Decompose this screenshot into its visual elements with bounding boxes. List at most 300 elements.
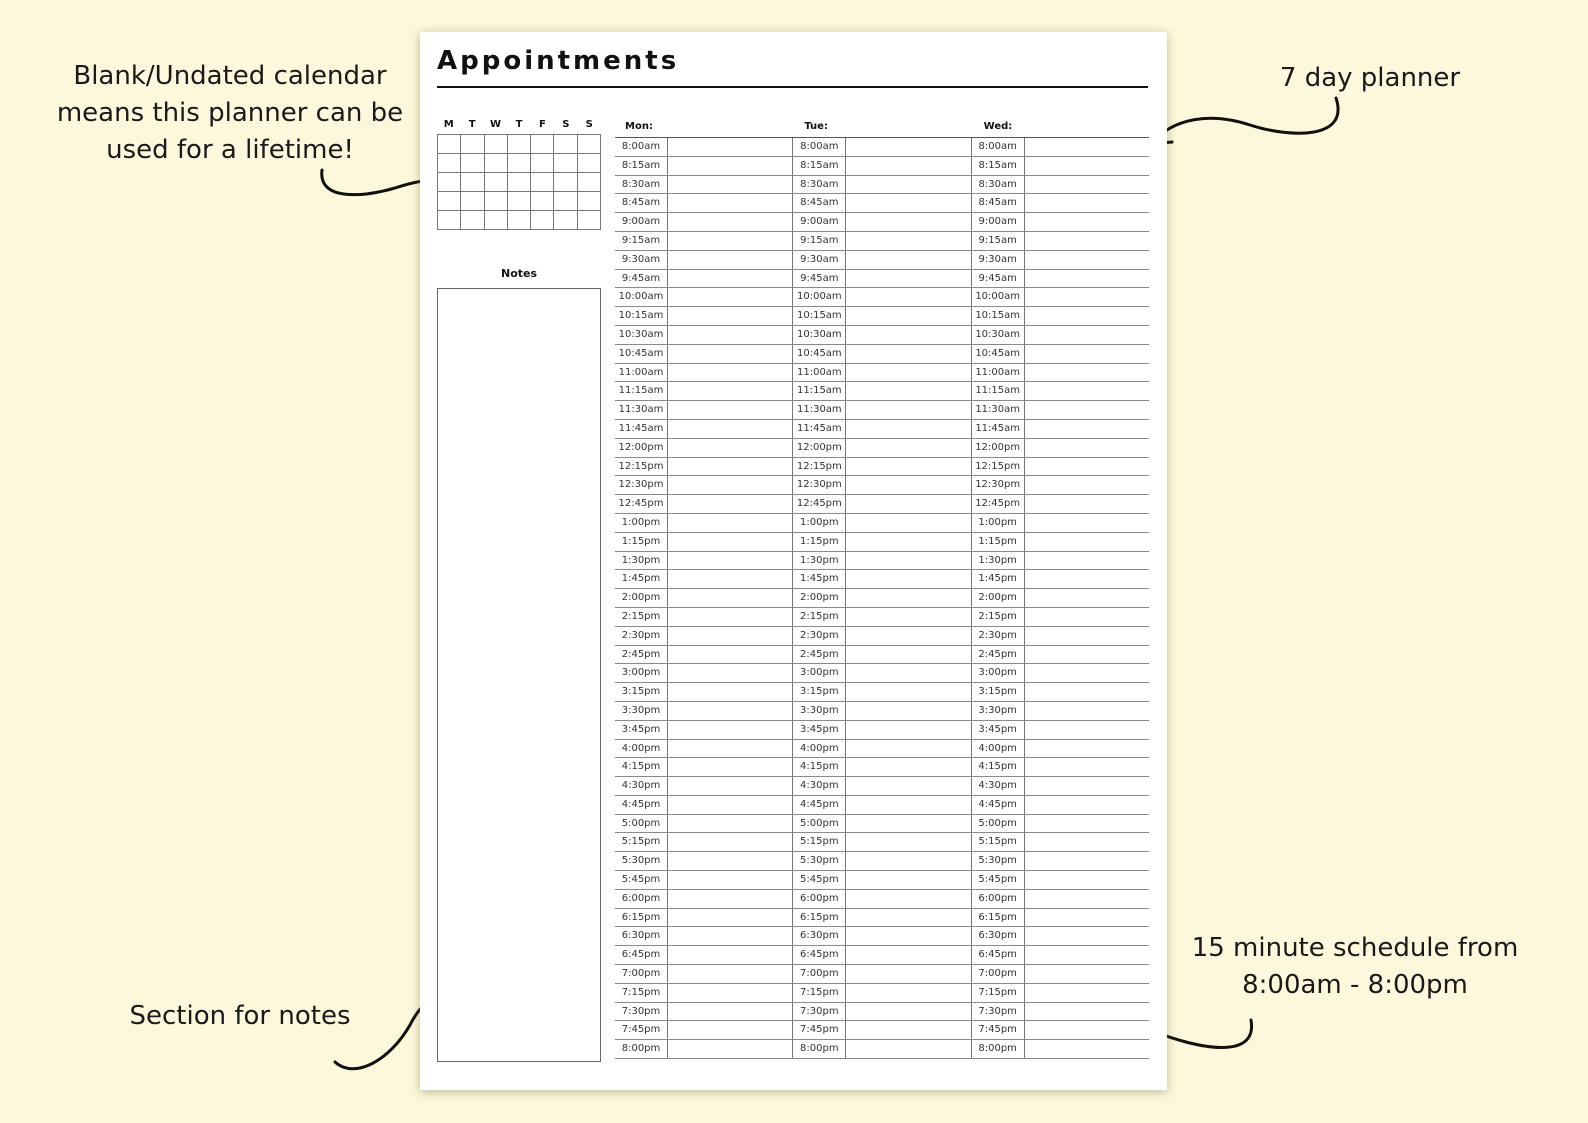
appointment-slot[interactable] xyxy=(846,646,970,664)
appointment-slot[interactable] xyxy=(1025,420,1149,438)
schedule-rows xyxy=(615,138,1149,1059)
appointment-slot[interactable] xyxy=(846,420,970,438)
appointment-slot[interactable] xyxy=(1025,232,1149,250)
time-label: 3:00pm xyxy=(972,664,1025,682)
calendar-day-cell[interactable] xyxy=(461,192,484,211)
appointment-slot[interactable] xyxy=(668,401,792,419)
day-time-cell xyxy=(971,251,1149,269)
appointment-slot[interactable] xyxy=(846,1040,970,1058)
appointment-slot[interactable] xyxy=(846,514,970,532)
appointment-slot[interactable] xyxy=(1025,890,1149,908)
day-time-cell xyxy=(971,439,1149,457)
appointment-slot[interactable] xyxy=(668,758,792,776)
day-time-cell xyxy=(971,476,1149,494)
appointment-slot[interactable] xyxy=(668,420,792,438)
calendar-day-cell[interactable] xyxy=(485,154,508,173)
day-time-cell xyxy=(971,946,1149,964)
day-time-cell xyxy=(615,345,792,363)
day-time-cell xyxy=(792,965,970,983)
appointment-slot[interactable] xyxy=(846,458,970,476)
day-time-cell xyxy=(792,1040,970,1058)
appointment-slot[interactable] xyxy=(1025,871,1149,889)
appointment-slot[interactable] xyxy=(1025,364,1149,382)
notes-box[interactable] xyxy=(437,288,601,1062)
day-time-cell xyxy=(971,758,1149,776)
appointment-slot[interactable] xyxy=(668,702,792,720)
appointment-slot[interactable] xyxy=(1025,138,1149,156)
day-time-cell xyxy=(615,871,792,889)
appointment-slot[interactable] xyxy=(668,213,792,231)
appointment-slot[interactable] xyxy=(846,1021,970,1039)
appointment-slot[interactable] xyxy=(846,627,970,645)
time-row xyxy=(615,758,1149,777)
appointment-slot[interactable] xyxy=(668,683,792,701)
day-time-cell xyxy=(792,495,970,513)
appointment-slot[interactable] xyxy=(846,194,970,212)
appointment-slot[interactable] xyxy=(846,251,970,269)
calendar-day-cell[interactable] xyxy=(578,135,601,154)
time-label: 7:30pm xyxy=(615,1003,668,1021)
time-row xyxy=(615,382,1149,401)
day-time-cell xyxy=(615,702,792,720)
time-label: 11:30am xyxy=(615,401,668,419)
day-time-cell xyxy=(792,157,970,175)
time-label: 11:00am xyxy=(972,364,1025,382)
calendar-day-cell[interactable] xyxy=(578,173,601,192)
day-time-cell xyxy=(971,852,1149,870)
day-time-cell xyxy=(971,664,1149,682)
appointment-slot[interactable] xyxy=(846,1003,970,1021)
appointment-slot[interactable] xyxy=(668,439,792,457)
day-time-cell xyxy=(615,852,792,870)
appointment-slot[interactable] xyxy=(668,514,792,532)
appointment-slot[interactable] xyxy=(1025,514,1149,532)
day-time-cell xyxy=(971,420,1149,438)
time-row xyxy=(615,702,1149,721)
appointment-slot[interactable] xyxy=(846,326,970,344)
day-time-cell xyxy=(615,570,792,588)
appointment-slot[interactable] xyxy=(1025,683,1149,701)
appointment-slot[interactable] xyxy=(668,740,792,758)
calendar-day-cell[interactable] xyxy=(438,154,461,173)
calendar-day-cell[interactable] xyxy=(438,173,461,192)
appointment-slot[interactable] xyxy=(1025,608,1149,626)
appointment-slot[interactable] xyxy=(668,815,792,833)
day-time-cell xyxy=(792,138,970,156)
appointment-slot[interactable] xyxy=(668,382,792,400)
appointment-slot[interactable] xyxy=(1025,702,1149,720)
appointment-slot[interactable] xyxy=(668,138,792,156)
appointment-slot[interactable] xyxy=(668,495,792,513)
time-label: 8:30am xyxy=(793,176,846,194)
appointment-slot[interactable] xyxy=(668,194,792,212)
appointment-slot[interactable] xyxy=(668,965,792,983)
callout-line: 15 minute schedule from xyxy=(1191,933,1519,963)
calendar-day-cell[interactable] xyxy=(485,211,508,230)
calendar-day-cell[interactable] xyxy=(531,173,554,192)
time-label: 11:00am xyxy=(615,364,668,382)
time-row xyxy=(615,890,1149,909)
appointment-slot[interactable] xyxy=(668,909,792,927)
appointment-slot[interactable] xyxy=(846,777,970,795)
appointment-slot[interactable] xyxy=(846,589,970,607)
time-label: 1:30pm xyxy=(615,552,668,570)
time-label: 8:45am xyxy=(972,194,1025,212)
appointment-slot[interactable] xyxy=(846,138,970,156)
day-time-cell xyxy=(792,683,970,701)
time-label: 4:30pm xyxy=(793,777,846,795)
appointment-slot[interactable] xyxy=(668,796,792,814)
time-row xyxy=(615,589,1149,608)
calendar-day-cell[interactable] xyxy=(508,211,531,230)
appointment-slot[interactable] xyxy=(1025,627,1149,645)
appointment-slot[interactable] xyxy=(846,721,970,739)
appointment-slot[interactable] xyxy=(1025,1021,1149,1039)
day-time-cell xyxy=(792,476,970,494)
time-label: 6:15pm xyxy=(615,909,668,927)
appointment-slot[interactable] xyxy=(846,852,970,870)
appointment-slot[interactable] xyxy=(846,176,970,194)
appointment-slot[interactable] xyxy=(668,288,792,306)
time-label: 10:15am xyxy=(972,307,1025,325)
appointment-slot[interactable] xyxy=(1025,251,1149,269)
appointment-slot[interactable] xyxy=(1025,984,1149,1002)
time-label: 5:15pm xyxy=(615,833,668,851)
calendar-day-cell[interactable] xyxy=(485,192,508,211)
time-label: 3:00pm xyxy=(793,664,846,682)
appointment-slot[interactable] xyxy=(846,401,970,419)
time-label: 3:30pm xyxy=(615,702,668,720)
appointment-slot[interactable] xyxy=(846,213,970,231)
time-label: 3:15pm xyxy=(793,683,846,701)
appointment-slot[interactable] xyxy=(668,364,792,382)
calendar-day-cell[interactable] xyxy=(554,173,577,192)
time-label: 10:30am xyxy=(793,326,846,344)
appointment-slot[interactable] xyxy=(846,833,970,851)
appointment-slot[interactable] xyxy=(846,608,970,626)
appointment-slot[interactable] xyxy=(668,570,792,588)
appointment-slot[interactable] xyxy=(846,965,970,983)
appointment-slot[interactable] xyxy=(846,871,970,889)
appointment-slot[interactable] xyxy=(846,758,970,776)
appointment-slot[interactable] xyxy=(846,288,970,306)
calendar-day-cell[interactable] xyxy=(485,135,508,154)
weekday-label: F xyxy=(539,119,546,130)
time-label: 6:00pm xyxy=(615,890,668,908)
calendar-day-cell[interactable] xyxy=(461,173,484,192)
appointment-slot[interactable] xyxy=(1025,382,1149,400)
appointment-slot[interactable] xyxy=(846,984,970,1002)
appointment-slot[interactable] xyxy=(668,1040,792,1058)
appointment-slot[interactable] xyxy=(846,927,970,945)
time-label: 12:15pm xyxy=(615,458,668,476)
appointment-slot[interactable] xyxy=(668,946,792,964)
appointment-slot[interactable] xyxy=(668,721,792,739)
time-row xyxy=(615,777,1149,796)
appointment-slot[interactable] xyxy=(668,552,792,570)
calendar-day-cell[interactable] xyxy=(438,192,461,211)
appointment-slot[interactable] xyxy=(1025,476,1149,494)
time-label: 4:30pm xyxy=(615,777,668,795)
calendar-day-cell[interactable] xyxy=(531,192,554,211)
calendar-day-cell[interactable] xyxy=(508,173,531,192)
calendar-day-cell[interactable] xyxy=(554,192,577,211)
appointment-slot[interactable] xyxy=(668,984,792,1002)
appointment-slot[interactable] xyxy=(668,1003,792,1021)
time-label: 7:45pm xyxy=(793,1021,846,1039)
time-label: 11:45am xyxy=(615,420,668,438)
appointment-slot[interactable] xyxy=(846,796,970,814)
appointment-slot[interactable] xyxy=(846,815,970,833)
calendar-day-cell[interactable] xyxy=(554,154,577,173)
appointment-slot[interactable] xyxy=(1025,288,1149,306)
appointment-slot[interactable] xyxy=(668,777,792,795)
time-label: 7:45pm xyxy=(615,1021,668,1039)
day-time-cell xyxy=(971,232,1149,250)
appointment-slot[interactable] xyxy=(668,345,792,363)
appointment-slot[interactable] xyxy=(1025,439,1149,457)
day-time-cell xyxy=(971,495,1149,513)
weekday-label: W xyxy=(490,119,502,130)
calendar-day-cell[interactable] xyxy=(531,135,554,154)
appointment-slot[interactable] xyxy=(1025,157,1149,175)
appointment-slot[interactable] xyxy=(846,364,970,382)
time-label: 6:00pm xyxy=(972,890,1025,908)
time-label: 5:30pm xyxy=(972,852,1025,870)
time-row xyxy=(615,458,1149,477)
callout-undated-calendar xyxy=(30,58,430,169)
day-time-cell xyxy=(971,646,1149,664)
time-label: 9:00am xyxy=(793,213,846,231)
day-time-cell xyxy=(615,251,792,269)
appointment-slot[interactable] xyxy=(668,458,792,476)
time-label: 5:30pm xyxy=(615,852,668,870)
appointment-slot[interactable] xyxy=(846,740,970,758)
time-label: 2:15pm xyxy=(615,608,668,626)
time-label: 1:00pm xyxy=(972,514,1025,532)
appointment-slot[interactable] xyxy=(668,476,792,494)
time-label: 9:15am xyxy=(793,232,846,250)
appointment-slot[interactable] xyxy=(846,946,970,964)
appointment-slot[interactable] xyxy=(846,476,970,494)
time-label: 5:00pm xyxy=(615,815,668,833)
calendar-day-cell[interactable] xyxy=(461,211,484,230)
calendar-day-cell[interactable] xyxy=(531,211,554,230)
appointment-slot[interactable] xyxy=(1025,758,1149,776)
calendar-day-cell[interactable] xyxy=(438,211,461,230)
appointment-slot[interactable] xyxy=(668,833,792,851)
appointment-slot[interactable] xyxy=(1025,213,1149,231)
appointment-slot[interactable] xyxy=(1025,909,1149,927)
time-label: 6:30pm xyxy=(972,927,1025,945)
appointment-slot[interactable] xyxy=(846,890,970,908)
time-label: 1:45pm xyxy=(793,570,846,588)
appointment-slot[interactable] xyxy=(1025,721,1149,739)
day-time-cell xyxy=(615,288,792,306)
time-row xyxy=(615,514,1149,533)
appointment-slot[interactable] xyxy=(1025,495,1149,513)
appointment-slot[interactable] xyxy=(1025,270,1149,288)
appointment-slot[interactable] xyxy=(1025,965,1149,983)
appointment-slot[interactable] xyxy=(846,533,970,551)
day-time-cell xyxy=(971,326,1149,344)
time-label: 7:00pm xyxy=(615,965,668,983)
day-time-cell xyxy=(792,401,970,419)
calendar-day-cell[interactable] xyxy=(531,154,554,173)
appointment-slot[interactable] xyxy=(1025,194,1149,212)
time-label: 8:00am xyxy=(793,138,846,156)
appointment-slot[interactable] xyxy=(1025,946,1149,964)
appointment-slot[interactable] xyxy=(1025,326,1149,344)
appointment-slot[interactable] xyxy=(846,552,970,570)
appointment-slot[interactable] xyxy=(1025,796,1149,814)
appointment-slot[interactable] xyxy=(846,439,970,457)
time-label: 1:15pm xyxy=(793,533,846,551)
day-time-cell xyxy=(615,589,792,607)
appointment-slot[interactable] xyxy=(668,927,792,945)
appointment-slot[interactable] xyxy=(846,345,970,363)
appointment-slot[interactable] xyxy=(668,871,792,889)
appointment-slot[interactable] xyxy=(1025,1003,1149,1021)
appointment-slot[interactable] xyxy=(1025,664,1149,682)
time-label: 2:30pm xyxy=(972,627,1025,645)
calendar-day-cell[interactable] xyxy=(508,154,531,173)
appointment-slot[interactable] xyxy=(668,589,792,607)
appointment-slot[interactable] xyxy=(668,232,792,250)
appointment-slot[interactable] xyxy=(668,533,792,551)
time-label: 7:00pm xyxy=(972,965,1025,983)
time-label: 4:15pm xyxy=(615,758,668,776)
day-time-cell xyxy=(615,439,792,457)
calendar-day-cell[interactable] xyxy=(578,211,601,230)
time-label: 6:30pm xyxy=(615,927,668,945)
calendar-day-cell[interactable] xyxy=(554,135,577,154)
day-time-cell xyxy=(971,176,1149,194)
day-time-cell xyxy=(615,890,792,908)
calendar-day-cell[interactable] xyxy=(461,135,484,154)
day-time-cell xyxy=(792,326,970,344)
appointment-slot[interactable] xyxy=(1025,777,1149,795)
appointment-slot[interactable] xyxy=(1025,740,1149,758)
appointment-slot[interactable] xyxy=(1025,458,1149,476)
appointment-slot[interactable] xyxy=(668,251,792,269)
appointment-slot[interactable] xyxy=(1025,646,1149,664)
appointment-slot[interactable] xyxy=(1025,176,1149,194)
time-label: 10:30am xyxy=(972,326,1025,344)
time-row xyxy=(615,683,1149,702)
appointment-slot[interactable] xyxy=(668,1021,792,1039)
appointment-slot[interactable] xyxy=(668,627,792,645)
time-label: 8:30am xyxy=(615,176,668,194)
appointment-slot[interactable] xyxy=(668,326,792,344)
calendar-day-cell[interactable] xyxy=(554,211,577,230)
calendar-day-cell[interactable] xyxy=(508,192,531,211)
time-row xyxy=(615,1021,1149,1040)
time-row xyxy=(615,176,1149,195)
appointment-slot[interactable] xyxy=(846,570,970,588)
appointment-slot[interactable] xyxy=(668,852,792,870)
day-time-cell xyxy=(615,965,792,983)
day-time-cell xyxy=(615,232,792,250)
calendar-day-cell[interactable] xyxy=(438,135,461,154)
day-time-cell xyxy=(615,1040,792,1058)
calendar-day-cell[interactable] xyxy=(485,173,508,192)
time-label: 5:45pm xyxy=(972,871,1025,889)
time-label: 8:30am xyxy=(972,176,1025,194)
calendar-day-cell[interactable] xyxy=(461,154,484,173)
time-label: 9:00am xyxy=(972,213,1025,231)
day-time-cell xyxy=(792,984,970,1002)
time-label: 1:15pm xyxy=(615,533,668,551)
calendar-day-cell[interactable] xyxy=(508,135,531,154)
appointment-slot[interactable] xyxy=(846,495,970,513)
day-time-cell xyxy=(792,833,970,851)
appointment-slot[interactable] xyxy=(846,157,970,175)
appointment-slot[interactable] xyxy=(846,307,970,325)
day-time-cell xyxy=(971,1021,1149,1039)
time-label: 5:30pm xyxy=(793,852,846,870)
time-label: 4:45pm xyxy=(793,796,846,814)
appointment-slot[interactable] xyxy=(668,890,792,908)
appointment-slot[interactable] xyxy=(668,176,792,194)
time-label: 3:45pm xyxy=(615,721,668,739)
appointment-slot[interactable] xyxy=(846,232,970,250)
appointment-slot[interactable] xyxy=(846,683,970,701)
appointment-slot[interactable] xyxy=(668,608,792,626)
weekday-label: S xyxy=(585,119,593,130)
appointment-slot[interactable] xyxy=(846,702,970,720)
appointment-slot[interactable] xyxy=(1025,589,1149,607)
day-time-cell xyxy=(615,984,792,1002)
appointment-slot[interactable] xyxy=(846,909,970,927)
appointment-slot[interactable] xyxy=(1025,570,1149,588)
appointment-slot[interactable] xyxy=(1025,533,1149,551)
time-row xyxy=(615,364,1149,383)
appointment-slot[interactable] xyxy=(1025,307,1149,325)
appointment-slot[interactable] xyxy=(1025,815,1149,833)
appointment-slot[interactable] xyxy=(1025,852,1149,870)
calendar-day-cell[interactable] xyxy=(578,192,601,211)
day-time-cell xyxy=(615,664,792,682)
appointment-slot[interactable] xyxy=(846,270,970,288)
appointment-slot[interactable] xyxy=(846,664,970,682)
day-time-cell xyxy=(615,270,792,288)
time-row xyxy=(615,1003,1149,1022)
appointment-slot[interactable] xyxy=(668,664,792,682)
day-header-mon: Mon: xyxy=(625,121,653,132)
appointment-slot[interactable] xyxy=(668,646,792,664)
day-time-cell xyxy=(971,608,1149,626)
appointment-slot[interactable] xyxy=(1025,345,1149,363)
time-label: 4:15pm xyxy=(972,758,1025,776)
appointment-slot[interactable] xyxy=(1025,1040,1149,1058)
day-time-cell xyxy=(615,495,792,513)
appointment-slot[interactable] xyxy=(668,157,792,175)
day-time-cell xyxy=(615,1003,792,1021)
time-label: 5:15pm xyxy=(972,833,1025,851)
appointment-slot[interactable] xyxy=(1025,552,1149,570)
time-label: 7:15pm xyxy=(793,984,846,1002)
appointment-slot[interactable] xyxy=(1025,833,1149,851)
day-time-cell xyxy=(971,514,1149,532)
day-time-cell xyxy=(971,552,1149,570)
appointment-slot[interactable] xyxy=(668,307,792,325)
appointment-slot[interactable] xyxy=(1025,927,1149,945)
appointment-slot[interactable] xyxy=(1025,401,1149,419)
calendar-day-cell[interactable] xyxy=(578,154,601,173)
appointment-slot[interactable] xyxy=(668,270,792,288)
appointment-slot[interactable] xyxy=(846,382,970,400)
